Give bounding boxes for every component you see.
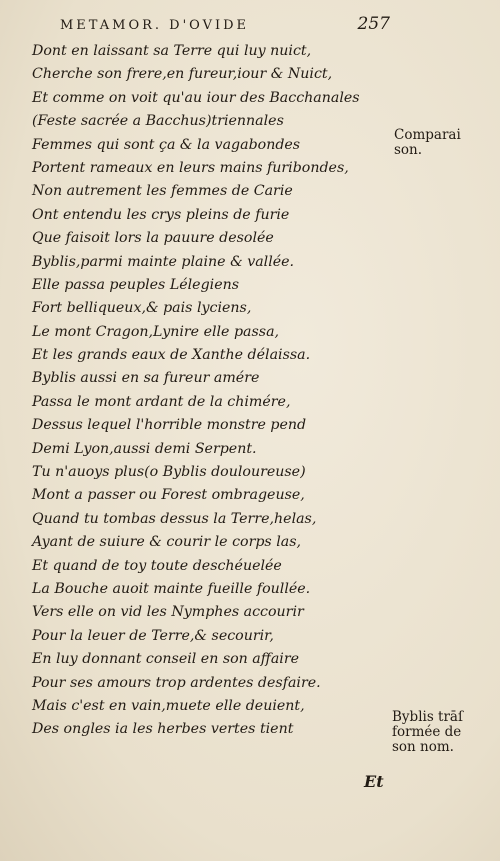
page-number: 257 [357,14,390,34]
margin-note-byblis [392,710,463,755]
verse-line: Elle passa peuples Lélegiens [32,276,240,293]
verse-line: Fort belliqueux,& pais lyciens, [32,300,252,317]
verse-line: En luy donnant conseil en son affaire [32,651,299,668]
running-title: METAMOR. D'OVIDE [60,18,250,33]
verse-line: Passa le mont ardant de la chimére, [32,393,291,410]
verse-line: Et comme on voit qu'au iour des Bacchanales [32,89,360,106]
verse-line: Demi Lyon,aussi demi Serpent. [32,440,257,457]
verse-line: Et les grands eaux de Xanthe délaissa. [32,347,311,364]
margin-note-line: son. [394,142,423,158]
verse-line: Mont a passer ou Forest ombrageuse, [32,487,305,504]
verse-line: Dessus lequel l'horrible monstre pend [32,417,307,434]
verse-line: Byblis aussi en sa fureur amére [32,370,260,387]
verse-line: (Feste sacrée a Bacchus)triennales [32,113,284,130]
verse-line: Que faisoit lors la pauure desolée [32,230,274,247]
verse-line: Le mont Cragon,Lynire elle passa, [32,323,280,340]
verse-line: Femmes qui sont ça & la vagabondes [32,136,301,153]
verse-line: Des ongles ia les herbes vertes tient [32,721,294,738]
verse-line: Vers elle on vid les Nymphes accourir [32,604,304,621]
verse-line: Pour ses amours trop ardentes desfaire. [32,674,321,691]
margin-note-comparaison [394,128,461,158]
verse-line: Dont en laissant sa Terre qui luy nuict, [32,43,312,59]
running-header [60,14,390,34]
verse-line: Ayant de suiure & courir le corps las, [32,534,302,551]
verse-line: Portent rameaux en leurs mains furibondes, [32,159,349,176]
verse-line: Quand tu tombas dessus la Terre,helas, [32,510,317,527]
margin-note-line: formée de [392,724,462,740]
verse-line: Et quand de toy toute deschéuelée [32,557,282,574]
verse-line: Byblis,parmi mainte plaine & vallée. [32,253,295,270]
margin-note-line: son nom. [392,739,454,755]
verse-line: Ont entendu les crys pleins de furie [32,206,290,223]
verse-line: Cherche son frere,en fureur,iour & Nuict, [32,66,333,83]
verse-line: La Bouche auoit mainte fueille foullée. [32,580,311,597]
margin-note-line: Comparai [394,127,461,143]
verse-line: Pour la leuer de Terre,& secourir, [32,627,274,644]
verse-line: Non autrement les femmes de Carie [32,183,293,200]
catchword: Et [364,772,384,791]
verse-block [32,40,377,742]
verse-line: Mais c'est en vain,muete elle deuient, [32,697,305,714]
verse-line: Tu n'auoys plus(o Byblis douloureuse) [32,464,306,481]
margin-note-line: Byblis trāſ [392,709,463,725]
